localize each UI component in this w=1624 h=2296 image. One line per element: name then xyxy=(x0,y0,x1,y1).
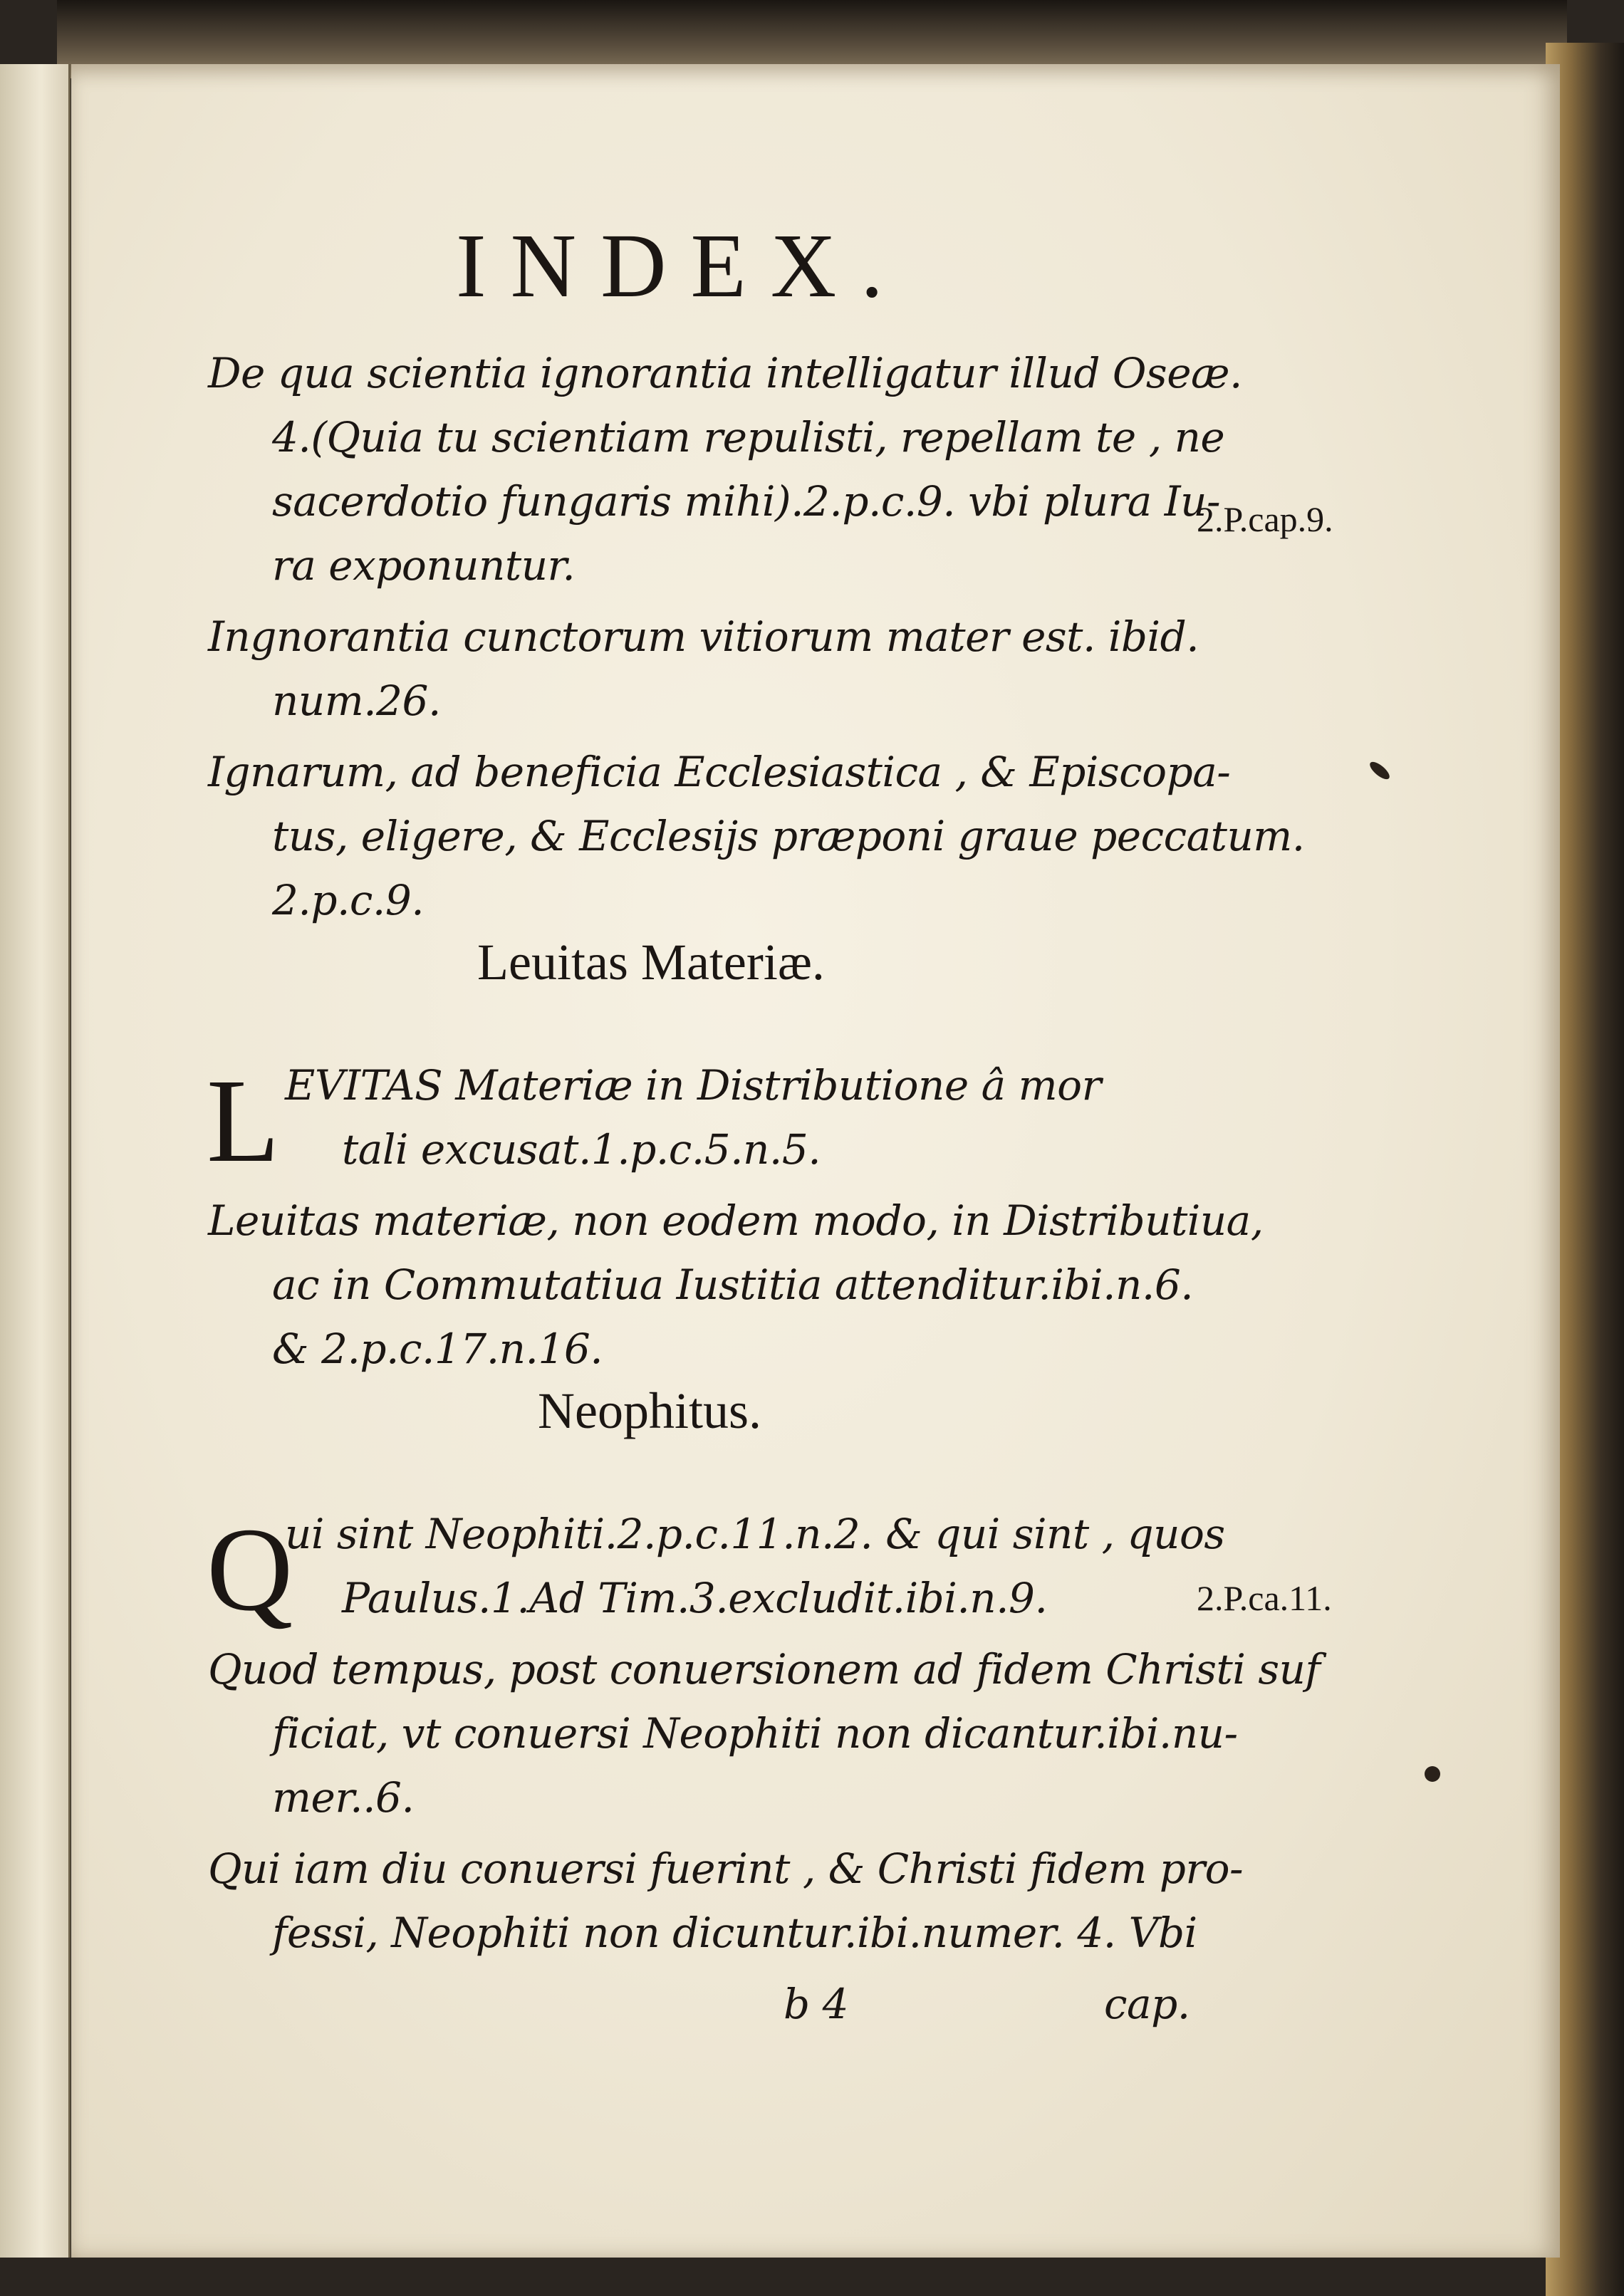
index-page xyxy=(71,64,1560,2258)
catchword: cap. xyxy=(1104,1980,1190,2028)
entry-line: ficiat, vt conuersi Neophiti non dicantur.ibi.nu- xyxy=(272,1709,1238,1758)
signature-mark: b 4 xyxy=(784,1980,848,2028)
entry-line: Ingnorantia cunctorum vitiorum mater est. ibid. xyxy=(208,612,1199,661)
entry-line: mer..6. xyxy=(272,1773,415,1822)
entry-line: Quod tempus, post conuersionem ad fidem Christi suf xyxy=(208,1645,1321,1694)
drop-cap: Q xyxy=(207,1503,293,1636)
entry-line: fessi, Neophiti non dicuntur.ibi.numer. 4. Vbi xyxy=(272,1909,1197,1957)
entry-line: Ignarum, ad beneficia Ecclesiastica , & Episcopa- xyxy=(208,748,1231,796)
entry-line: Leuitas materiæ, non eodem modo, in Distributiua, xyxy=(208,1196,1264,1245)
entry-line: Paulus.1.Ad Tim.3.excludit.ibi.n.9. xyxy=(342,1574,1048,1622)
page-title: INDEX. xyxy=(456,215,908,316)
section-heading: Leuitas Materiæ. xyxy=(477,934,825,991)
entry-line: De qua scientia ignorantia intelligatur illud Oseæ. xyxy=(208,349,1242,397)
entry-line: tali excusat.1.p.c.5.n.5. xyxy=(342,1125,821,1174)
drop-cap: L xyxy=(207,1055,280,1187)
entry-line: 2.p.c.9. xyxy=(272,876,425,924)
margin-note: 2.P.ca.11. xyxy=(1197,1578,1332,1618)
facing-page-edge xyxy=(0,64,71,2258)
entry-line: num.26. xyxy=(272,677,441,725)
entry-line: ac in Commutatiua Iustitia attenditur.ibi.n.6. xyxy=(272,1261,1194,1309)
margin-note: 2.P.cap.9. xyxy=(1197,499,1333,539)
ink-stain xyxy=(1367,759,1392,783)
entry-line: Qui iam diu conuersi fuerint , & Christi fidem pro- xyxy=(208,1844,1244,1893)
entry-line: ui sint Neophiti.2.p.c.11.n.2. & qui sint , quos xyxy=(285,1510,1225,1558)
entry-line: ra exponuntur. xyxy=(272,541,576,590)
ink-spot xyxy=(1425,1766,1440,1782)
entry-line: & 2.p.c.17.n.16. xyxy=(272,1325,603,1373)
entry-line: sacerdotio fungaris mihi).2.p.c.9. vbi plura Iu- xyxy=(272,477,1221,526)
entry-line: EVITAS Materiæ in Distributione â mor xyxy=(285,1061,1101,1110)
entry-line: tus, eligere, & Ecclesijs præponi graue peccatum. xyxy=(272,812,1305,860)
section-heading: Neophitus. xyxy=(538,1382,761,1439)
entry-line: 4.(Quia tu scientiam repulisti, repellam te , ne xyxy=(272,413,1225,461)
